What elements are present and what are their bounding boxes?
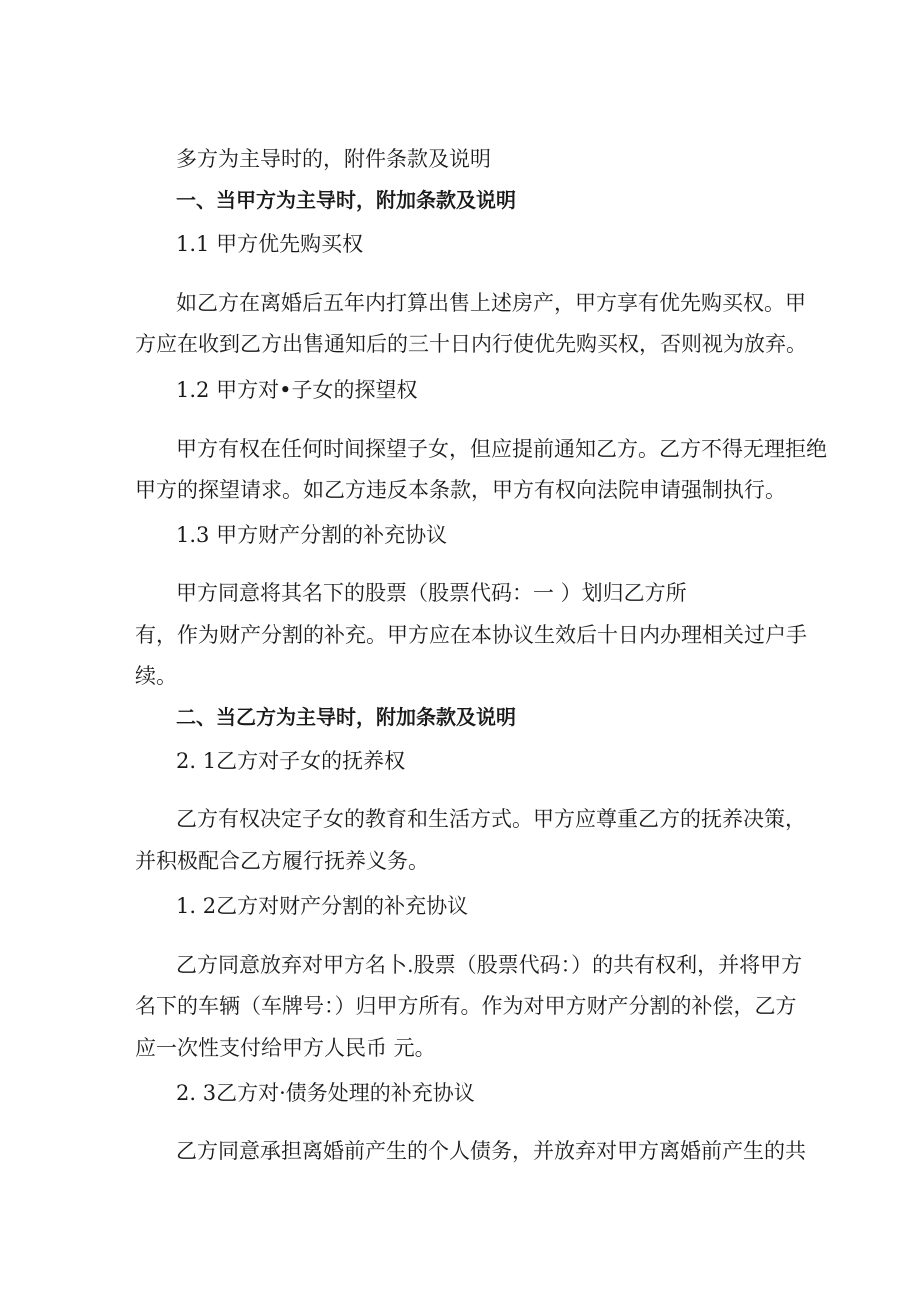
section-heading-2: 二、当乙方为主导时，附加条款及说明 <box>176 705 516 729</box>
clause-heading-2-1: 2. 1乙方对子女的抚养权 <box>176 749 406 773</box>
clause-heading-1-2: 1.2 甲方对•子女的探望权 <box>176 378 418 402</box>
paragraph-line: 方应在收到乙方出售通知后的三十日内行使优先购买权，否则视为放弃。 <box>135 332 807 356</box>
paragraph-line: 有，作为财产分割的补充。甲方应在本协议生效后十日内办理相关过户手 <box>135 623 807 647</box>
paragraph-line: 乙方同意放弃对甲方名卜.股票（股票代码：）的共有权利，并将甲方 <box>176 953 803 977</box>
paragraph-line: 应一次性支付给甲方人民币 元。 <box>135 1036 436 1060</box>
paragraph-line: 如乙方在离婚后五年内打算出售上述房产，甲方享有优先购买权。甲 <box>176 291 806 315</box>
clause-heading-1-1: 1.1 甲方优先购买权 <box>176 232 364 256</box>
clause-heading-2-3: 2. 3乙方对·债务处理的补充协议 <box>176 1081 475 1105</box>
paragraph-line: 续。 <box>135 664 177 688</box>
paragraph-line: 甲方同意将其名下的股票（股票代码：一 ）划归乙方所 <box>176 581 687 605</box>
paragraph-line: 乙方同意承担离婚前产生的个人债务，并放弃对甲方离婚前产生的共 <box>176 1139 806 1163</box>
clause-heading-1-3: 1.3 甲方财产分割的补充协议 <box>176 523 448 547</box>
paragraph-line: 名下的车辆（车牌号：）归甲方所有。作为对甲方财产分割的补偿，乙方 <box>135 994 797 1018</box>
clause-heading-2-2: 1. 2乙方对财产分割的补充协议 <box>176 894 469 918</box>
intro-line: 多方为主导时的，附件条款及说明 <box>176 147 491 171</box>
paragraph-line: 甲方有权在任何时间探望子女，但应提前通知乙方。乙方不得无理拒绝 <box>176 437 827 461</box>
section-heading-1: 一、当甲方为主导时，附加条款及说明 <box>176 188 516 212</box>
paragraph-line: 乙方有权决定子女的教育和生活方式。甲方应尊重乙方的抚养决策， <box>176 807 806 831</box>
paragraph-line: 甲方的探望请求。如乙方违反本条款，甲方有权向法院申请强制执行。 <box>135 478 786 502</box>
paragraph-line: 并积极配合乙方履行抚养义务。 <box>135 849 429 873</box>
